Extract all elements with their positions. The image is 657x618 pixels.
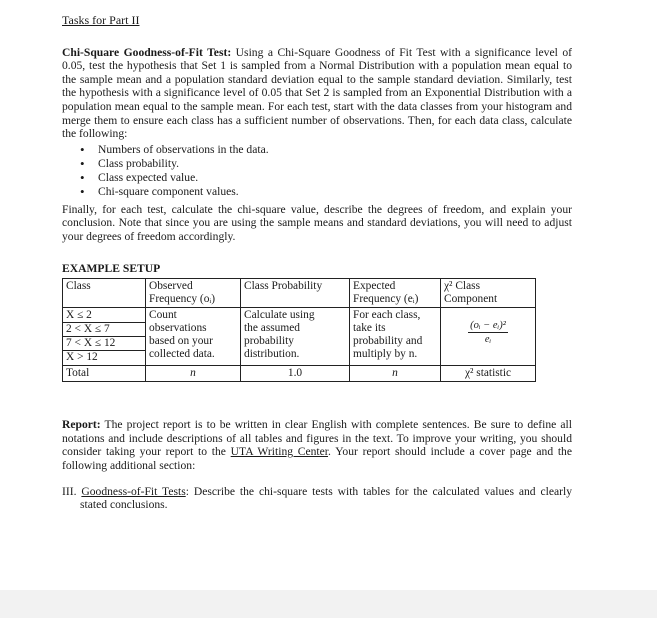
list-item: • Chi-square component values. [98,185,572,199]
component-cell [441,308,536,366]
expected-cell [350,308,441,366]
class-label: X ≤ 2 [63,309,145,323]
chi-square-formula [444,309,532,346]
example-table [62,278,536,382]
header-expected-sub: Frequency (eᵢ) [353,293,419,306]
header-component [441,279,536,308]
table-total-row [63,366,536,382]
expected-line: take its [353,322,386,335]
intro-body: Using a Chi-Square Goodness of Fit Test with a significance level of 0.05, test the hypothesis that Set 1 is sampled from a Normal Distribution with a population mean equal to the sample mean and a population standard deviation equal to the sample standard deviation. Similarly, test the hypothesis with a significance level of 0.05 that Set 2 is sampled from an Exponential Distribution with a population mean equal to the sample mean. For each test, start with the data classes from your histogram and merge them to ensure each class has a sufficient number of observations. Then, for each data class, calculate the following: [62,45,572,141]
intro-lead: Chi-Square Goodness-of-Fit Test: [62,45,232,59]
expected-line: multiply by n. [353,348,418,361]
observed-line: observations [149,322,207,335]
header-component-sub: Component [444,293,498,306]
table-header-row [63,279,536,308]
probability-line: the assumed [244,322,300,335]
class-label: X > 12 [66,351,98,364]
probability-line: probability [244,335,294,348]
observed-line: based on your [149,335,213,348]
list-item: • Class expected value. [98,171,572,185]
example-title: EXAMPLE SETUP [62,261,161,275]
report-paragraph [62,418,572,472]
header-expected [350,279,441,308]
total-observed: n [146,366,241,382]
expected-line: probability and [353,335,423,348]
section-iii [62,485,572,512]
report-body-after: . Your report should include a cover page and the following additional section: [62,445,572,472]
total-expected: n [350,366,441,382]
writing-center-link[interactable]: UTA Writing Center [230,445,329,459]
list-item: • Numbers of observations in the data. [98,143,572,157]
bottom-strip [0,590,657,618]
total-component: χ² statistic [441,366,536,382]
finally-paragraph: Finally, for each test, calculate the chi-square value, describe the degrees of freedom, and explain your conclusion. Note that since you are using the sample means and standard deviations, you will need to adjust your degrees of freedom accordingly. [62,202,572,243]
class-cell [63,308,146,366]
probability-line: distribution. [244,348,300,361]
header-class: Class [63,279,146,308]
report-body-before: The project report is to be written in clear English with complete sentences. Be sure to define all notations and include descriptions of all tables and figures in the text. To improve your writing, you should consider taking your report to the [62,418,572,459]
expected-line: For each class, [353,309,421,322]
observed-line: collected data. [149,348,215,361]
probability-line: Calculate using [244,309,315,322]
document-content [62,14,572,512]
probability-cell [241,308,350,366]
observed-cell [146,308,241,366]
page-title: Tasks for Part II [62,13,140,27]
header-probability: Class Probability [241,279,350,308]
total-label: Total [63,366,146,382]
header-observed [146,279,241,308]
table-row [63,308,536,366]
report-lead: Report: [62,418,101,432]
header-expected-label: Expected [353,280,396,293]
header-component-label: χ² Class [444,280,481,293]
header-observed-sub: Frequency (oᵢ) [149,293,216,306]
formula-numerator: (oᵢ − eᵢ)² [470,320,506,332]
section-body: : Describe the chi-square tests with tables for the calculated values and clearly stated conclusions. [80,484,572,512]
class-label: 2 < X ≤ 7 [63,323,145,337]
section-title: Goodness-of-Fit Tests [81,484,186,498]
section-number: III. [62,484,82,498]
total-probability: 1.0 [241,366,350,382]
calculation-list [62,143,572,199]
header-observed-label: Observed [149,280,193,293]
observed-line: Count [149,309,177,322]
intro-paragraph [62,46,572,141]
formula-denominator: eᵢ [484,334,492,346]
class-label: 7 < X ≤ 12 [63,337,145,351]
list-item: • Class probability. [98,157,572,171]
